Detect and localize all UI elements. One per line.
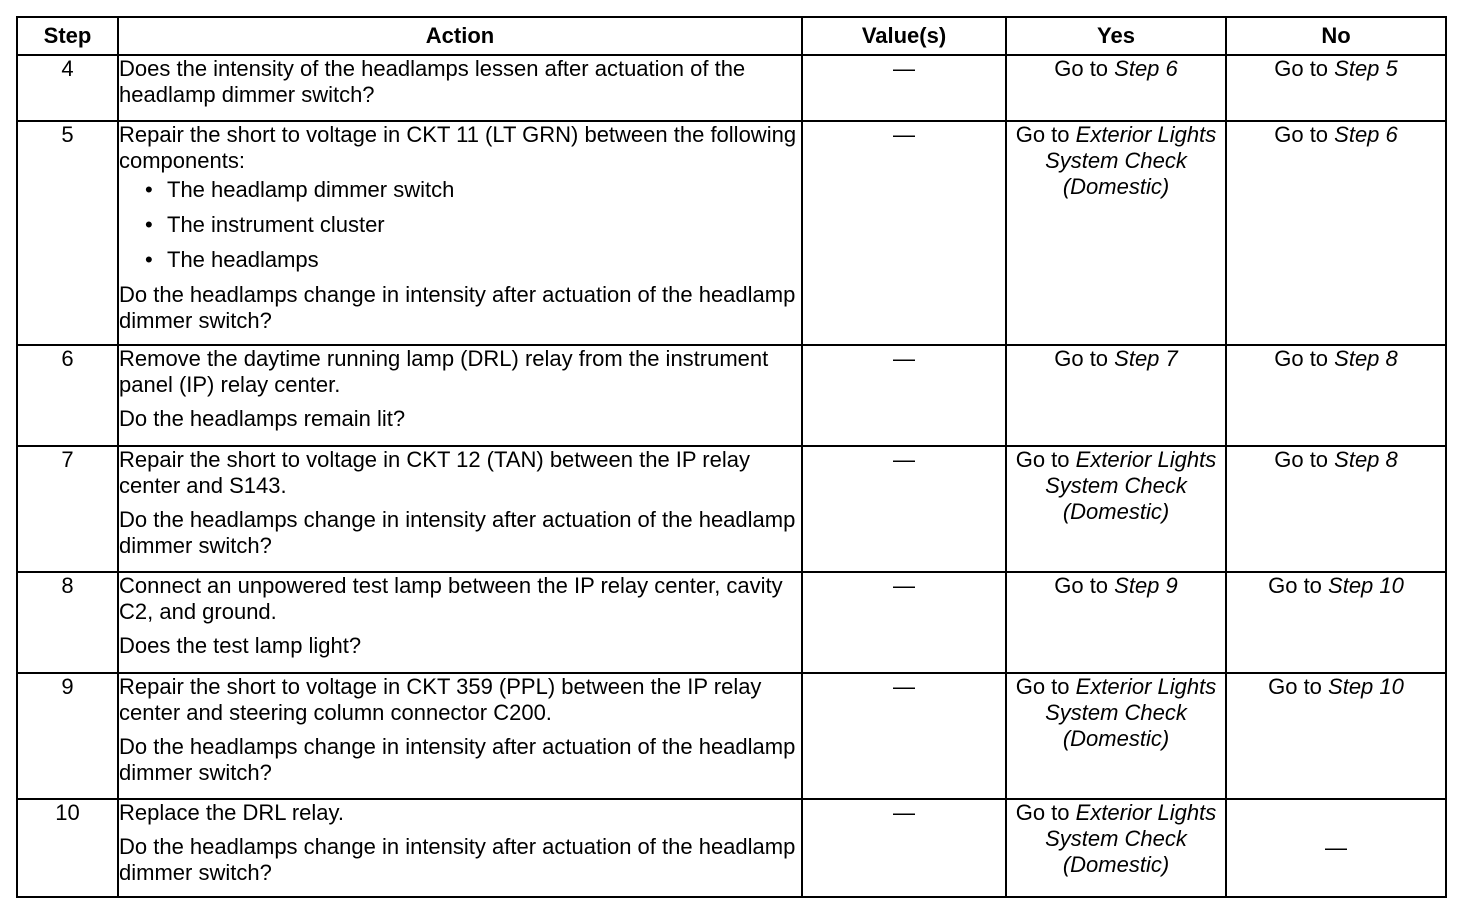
list-item: • The instrument cluster	[145, 212, 801, 238]
yes-cell	[1006, 799, 1226, 897]
table-row	[17, 572, 1446, 673]
yes-cell	[1006, 446, 1226, 572]
yes-cell	[1006, 345, 1226, 446]
value-dash: —	[893, 122, 915, 147]
value-dash: —	[893, 447, 915, 472]
yes-prefix: Go to	[1054, 56, 1115, 81]
action-question: Do the headlamps change in intensity after actuation of the headlamp dimmer switch?	[119, 834, 796, 885]
action-text: Replace the DRL relay.	[119, 800, 344, 825]
no-cell	[1226, 673, 1446, 799]
yes-prefix: Go to	[1015, 122, 1076, 147]
component-list	[119, 177, 801, 273]
action-text: Does the intensity of the headlamps lessen after actuation of the headlamp dimmer switch?	[119, 56, 746, 107]
value-cell	[802, 572, 1006, 673]
yes-link[interactable]: Step 9	[1114, 573, 1178, 598]
yes-link[interactable]: Exterior Lights System Check (Domestic)	[1045, 447, 1217, 524]
yes-prefix: Go to	[1015, 674, 1076, 699]
yes-prefix: Go to	[1054, 573, 1115, 598]
yes-link[interactable]: Step 6	[1114, 56, 1178, 81]
action-text: Repair the short to voltage in CKT 12 (TAN) between the IP relay center and S143.	[119, 447, 750, 498]
yes-prefix: Go to	[1054, 346, 1115, 371]
step-number: 4	[17, 55, 118, 121]
no-link[interactable]: Step 8	[1334, 346, 1398, 371]
no-prefix: Go to	[1274, 56, 1335, 81]
no-link[interactable]: Step 6	[1334, 122, 1398, 147]
no-link[interactable]: Step 5	[1334, 56, 1398, 81]
table-row	[17, 446, 1446, 572]
value-dash: —	[893, 346, 915, 371]
yes-cell	[1006, 673, 1226, 799]
yes-cell	[1006, 55, 1226, 121]
yes-link[interactable]: Exterior Lights System Check (Domestic)	[1045, 122, 1217, 199]
table-row	[17, 799, 1446, 897]
step-number: 10	[17, 799, 118, 897]
step-number: 8	[17, 572, 118, 673]
header-yes: Yes	[1006, 17, 1226, 55]
action-question: Do the headlamps change in intensity after actuation of the headlamp dimmer switch?	[119, 734, 796, 785]
yes-link[interactable]: Exterior Lights System Check (Domestic)	[1045, 674, 1217, 751]
no-cell	[1226, 572, 1446, 673]
no-cell	[1226, 55, 1446, 121]
header-no: No	[1226, 17, 1446, 55]
value-cell	[802, 446, 1006, 572]
value-dash: —	[893, 573, 915, 598]
yes-cell	[1006, 572, 1226, 673]
no-cell	[1226, 345, 1446, 446]
yes-prefix: Go to	[1015, 800, 1076, 825]
header-step: Step	[17, 17, 118, 55]
table-row	[17, 673, 1446, 799]
action-text: Repair the short to voltage in CKT 11 (LT GRN) between the following components:	[119, 122, 797, 173]
no-dash: —	[1325, 835, 1347, 860]
step-number: 5	[17, 121, 118, 345]
action-text: Remove the daytime running lamp (DRL) relay from the instrument panel (IP) relay center.	[119, 346, 769, 397]
table-row	[17, 345, 1446, 446]
value-dash: —	[893, 56, 915, 81]
diagnostic-page	[16, 16, 1447, 898]
action-cell	[118, 345, 802, 446]
no-prefix: Go to	[1274, 122, 1335, 147]
action-cell	[118, 673, 802, 799]
no-link[interactable]: Step 8	[1334, 447, 1398, 472]
value-cell	[802, 799, 1006, 897]
no-prefix: Go to	[1274, 346, 1335, 371]
action-cell	[118, 121, 802, 345]
value-dash: —	[893, 800, 915, 825]
no-cell	[1226, 799, 1446, 897]
action-cell	[118, 799, 802, 897]
diagnostic-table	[16, 16, 1447, 898]
action-text: Repair the short to voltage in CKT 359 (PPL) between the IP relay center and steering column connector C200.	[119, 674, 762, 725]
action-question: Do the headlamps remain lit?	[119, 406, 406, 431]
no-cell	[1226, 121, 1446, 345]
step-number: 7	[17, 446, 118, 572]
yes-cell	[1006, 121, 1226, 345]
list-item: • The headlamp dimmer switch	[145, 177, 801, 203]
header-values: Value(s)	[802, 17, 1006, 55]
step-number: 9	[17, 673, 118, 799]
table-row	[17, 121, 1446, 345]
value-dash: —	[893, 674, 915, 699]
table-row	[17, 55, 1446, 121]
yes-link[interactable]: Exterior Lights System Check (Domestic)	[1045, 800, 1217, 877]
no-prefix: Go to	[1268, 674, 1329, 699]
action-text: Connect an unpowered test lamp between the IP relay center, cavity C2, and ground.	[119, 573, 783, 624]
yes-link[interactable]: Step 7	[1114, 346, 1178, 371]
value-cell	[802, 55, 1006, 121]
action-cell	[118, 55, 802, 121]
yes-prefix: Go to	[1015, 447, 1076, 472]
no-link[interactable]: Step 10	[1328, 573, 1404, 598]
no-link[interactable]: Step 10	[1328, 674, 1404, 699]
value-cell	[802, 121, 1006, 345]
list-item: • The headlamps	[145, 247, 801, 273]
header-row	[17, 17, 1446, 55]
action-question: Do the headlamps change in intensity after actuation of the headlamp dimmer switch?	[119, 282, 796, 333]
header-action: Action	[118, 17, 802, 55]
action-question: Does the test lamp light?	[119, 633, 362, 658]
value-cell	[802, 673, 1006, 799]
action-question: Do the headlamps change in intensity after actuation of the headlamp dimmer switch?	[119, 507, 796, 558]
no-prefix: Go to	[1268, 573, 1329, 598]
value-cell	[802, 345, 1006, 446]
no-prefix: Go to	[1274, 447, 1335, 472]
action-cell	[118, 446, 802, 572]
step-number: 6	[17, 345, 118, 446]
no-cell	[1226, 446, 1446, 572]
action-cell	[118, 572, 802, 673]
